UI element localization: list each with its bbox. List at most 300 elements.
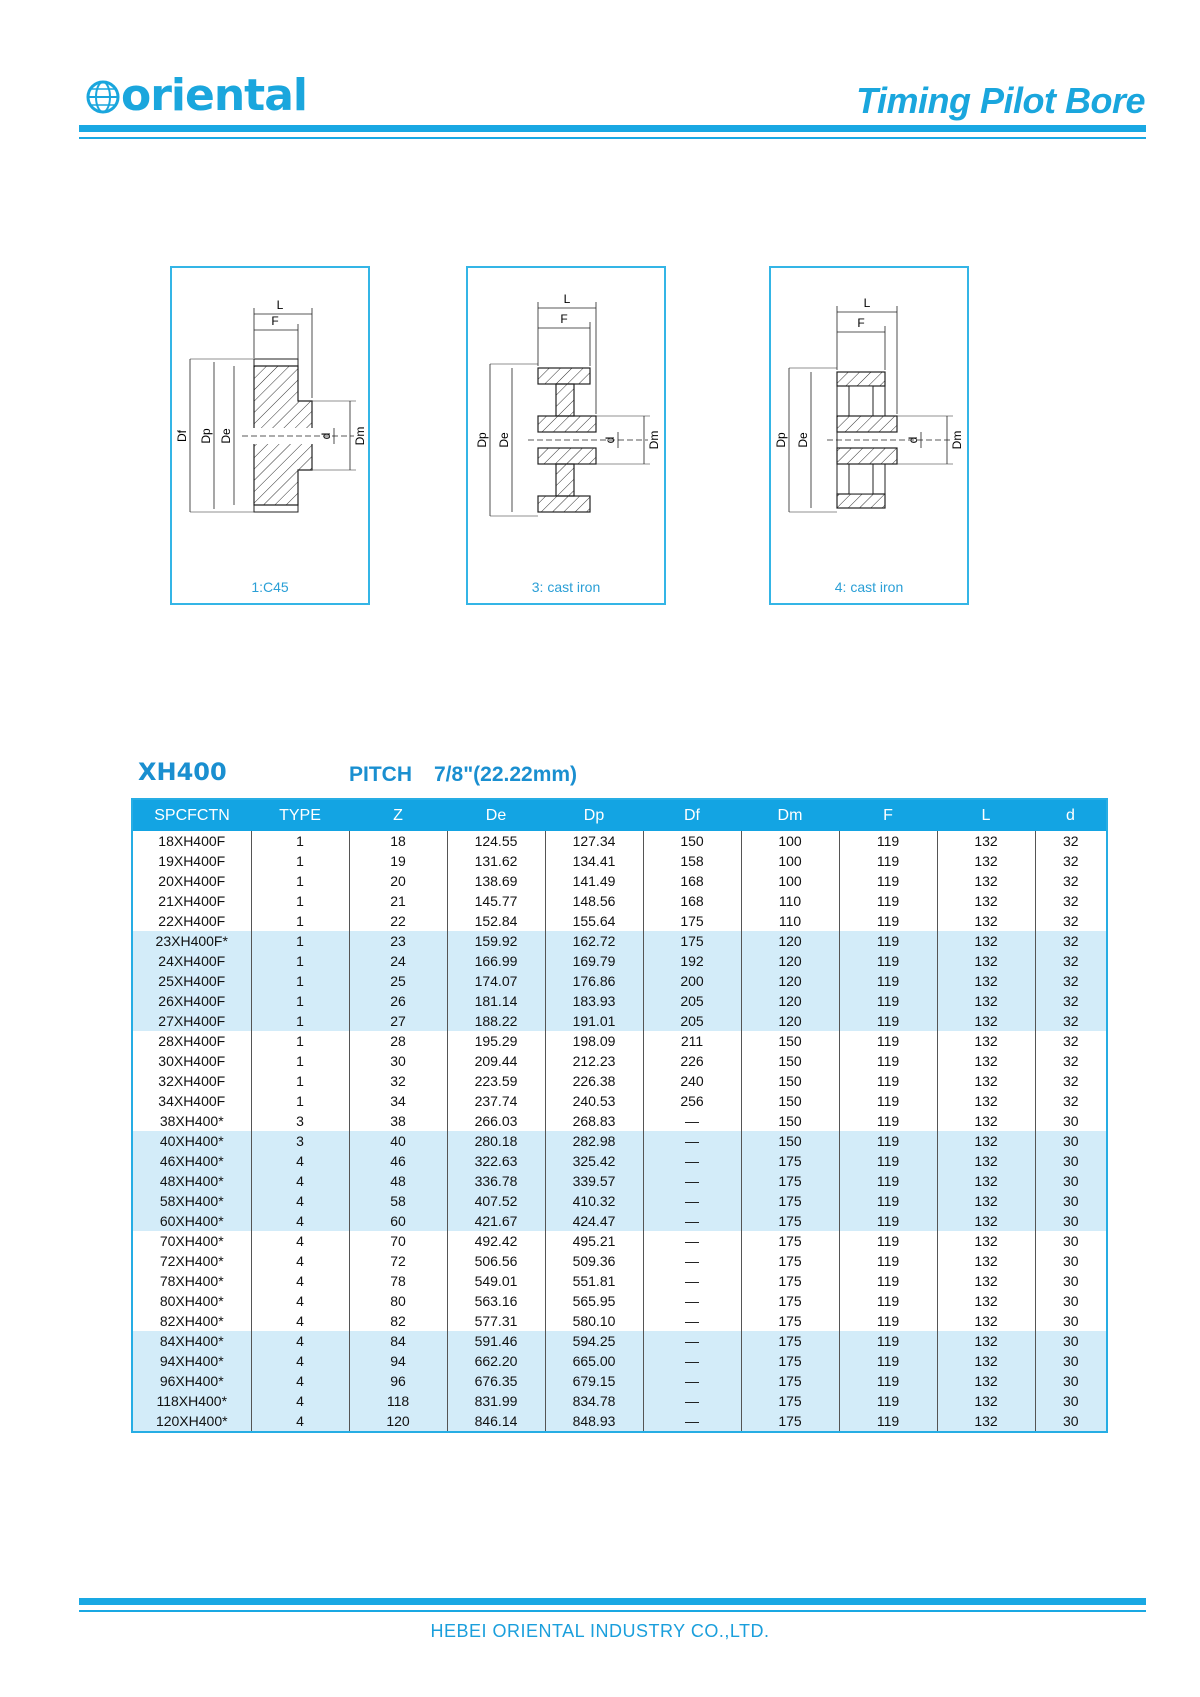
table-cell: 78 <box>349 1271 447 1291</box>
table-cell: 32 <box>1035 991 1107 1011</box>
table-cell: 3 <box>251 1131 349 1151</box>
diagram-type-4 <box>769 266 969 605</box>
table-cell: 18 <box>349 831 447 851</box>
footer-rule-thin <box>79 1610 1146 1612</box>
globe-icon <box>86 78 120 122</box>
table-cell: 152.84 <box>447 911 545 931</box>
table-row <box>132 1031 1107 1051</box>
col-header: Dm <box>741 799 839 831</box>
table-cell: 563.16 <box>447 1291 545 1311</box>
table-cell: 119 <box>839 1211 937 1231</box>
table-cell: 191.01 <box>545 1011 643 1031</box>
table-cell: 268.83 <box>545 1111 643 1131</box>
table-cell: 132 <box>937 1371 1035 1391</box>
table-cell: 100 <box>741 851 839 871</box>
table-cell: 150 <box>741 1071 839 1091</box>
table-cell: — <box>643 1231 741 1251</box>
table-row <box>132 1311 1107 1331</box>
table-cell: 1 <box>251 871 349 891</box>
table-cell: 577.31 <box>447 1311 545 1331</box>
table-cell: 24XH400F <box>132 951 251 971</box>
table-cell: 132 <box>937 851 1035 871</box>
table-cell: 119 <box>839 1311 937 1331</box>
table-cell: 38 <box>349 1111 447 1131</box>
table-cell: 1 <box>251 1011 349 1031</box>
table-cell: 32 <box>1035 951 1107 971</box>
table-cell: 665.00 <box>545 1351 643 1371</box>
table-cell: 120 <box>741 991 839 1011</box>
table-cell: 132 <box>937 1051 1035 1071</box>
table-cell: 175 <box>741 1411 839 1432</box>
table-cell: 94XH400* <box>132 1351 251 1371</box>
dim-label-L: L <box>863 296 871 310</box>
table-header-row <box>132 799 1107 831</box>
table-row <box>132 1171 1107 1191</box>
table-cell: 1 <box>251 1031 349 1051</box>
table-cell: 1 <box>251 931 349 951</box>
table-cell: 100 <box>741 831 839 851</box>
table-cell: 166.99 <box>447 951 545 971</box>
table-cell: 132 <box>937 1031 1035 1051</box>
table-cell: 325.42 <box>545 1151 643 1171</box>
table-cell: 256 <box>643 1091 741 1111</box>
table-cell: 131.62 <box>447 851 545 871</box>
table-cell: 322.63 <box>447 1151 545 1171</box>
table-cell: 175 <box>741 1351 839 1371</box>
table-cell: 240 <box>643 1071 741 1091</box>
table-cell: 1 <box>251 1051 349 1071</box>
pulley-drawing-type-1 <box>172 268 368 603</box>
dim-label-Dp: Dp <box>199 428 213 444</box>
table-cell: 492.42 <box>447 1231 545 1251</box>
table-cell: 96 <box>349 1371 447 1391</box>
dim-label-De: De <box>219 428 233 444</box>
table-cell: 132 <box>937 831 1035 851</box>
table-cell: 181.14 <box>447 991 545 1011</box>
table-cell: 30 <box>1035 1311 1107 1331</box>
table-cell: 1 <box>251 1091 349 1111</box>
table-cell: 72 <box>349 1251 447 1271</box>
table-cell: 30 <box>1035 1251 1107 1271</box>
table-cell: — <box>643 1331 741 1351</box>
table-cell: 58 <box>349 1191 447 1211</box>
table-cell: 132 <box>937 1071 1035 1091</box>
table-cell: 32 <box>1035 1071 1107 1091</box>
table-cell: 18XH400F <box>158 832 226 849</box>
diagram-type-1 <box>170 266 370 605</box>
table-row <box>132 891 1107 911</box>
table-cell: 175 <box>741 1371 839 1391</box>
table-cell: 132 <box>937 1331 1035 1351</box>
table-cell: 198.09 <box>545 1031 643 1051</box>
table-cell: — <box>643 1311 741 1331</box>
table-cell: 169.79 <box>545 951 643 971</box>
table-cell: 100 <box>741 871 839 891</box>
table-cell: 127.34 <box>545 831 643 851</box>
table-cell: — <box>643 1351 741 1371</box>
dim-label-d: d <box>319 432 333 440</box>
table-cell: 119 <box>839 1091 937 1111</box>
table-cell: 40XH400* <box>132 1131 251 1151</box>
table-cell: 159.92 <box>447 931 545 951</box>
table-cell: 226.38 <box>545 1071 643 1091</box>
table-cell: 119 <box>839 1411 937 1432</box>
table-cell: 175 <box>741 1271 839 1291</box>
dim-label-De: De <box>497 432 511 448</box>
dim-label-F: F <box>560 312 568 326</box>
table-cell: 4 <box>251 1231 349 1251</box>
table-cell: 132 <box>937 1411 1035 1432</box>
table-cell: 119 <box>839 1291 937 1311</box>
table-cell: 676.35 <box>447 1371 545 1391</box>
table-cell: 4 <box>251 1151 349 1171</box>
table-cell: 175 <box>741 1151 839 1171</box>
table-cell: 132 <box>937 1191 1035 1211</box>
table-cell: 192 <box>643 951 741 971</box>
table-cell: 175 <box>741 1291 839 1311</box>
dim-label-F: F <box>271 314 279 328</box>
table-cell: 124.55 <box>447 831 545 851</box>
table-cell: 4 <box>251 1211 349 1231</box>
table-cell: 30 <box>1035 1351 1107 1371</box>
table-cell: 22 <box>349 911 447 931</box>
spec-table <box>131 798 1108 1433</box>
table-cell: 4 <box>251 1311 349 1331</box>
table-cell: 266.03 <box>447 1111 545 1131</box>
table-cell: 205 <box>643 1011 741 1031</box>
table-row <box>132 1351 1107 1371</box>
table-cell: 132 <box>937 1211 1035 1231</box>
table-cell: 32 <box>349 1071 447 1091</box>
table-cell: 132 <box>937 1171 1035 1191</box>
table-cell: 26 <box>349 991 447 1011</box>
table-cell: 58XH400* <box>132 1191 251 1211</box>
table-cell: 119 <box>839 1391 937 1411</box>
table-cell: 32 <box>1035 831 1107 851</box>
table-row <box>132 931 1107 951</box>
table-cell: 150 <box>741 1051 839 1071</box>
table-cell: 119 <box>839 1031 937 1051</box>
table-cell: 46XH400* <box>132 1151 251 1171</box>
table-cell: 4 <box>251 1271 349 1291</box>
table-cell: 226 <box>643 1051 741 1071</box>
table-cell: — <box>643 1191 741 1211</box>
table-row <box>132 1011 1107 1031</box>
table-cell: 158 <box>643 851 741 871</box>
table-cell: 175 <box>643 931 741 951</box>
table-cell: 32 <box>1035 931 1107 951</box>
table-body <box>132 831 1107 1432</box>
table-cell: 174.07 <box>447 971 545 991</box>
table-cell: 32 <box>1035 1031 1107 1051</box>
table-cell: 38XH400* <box>159 1112 224 1129</box>
table-cell: 1 <box>251 1071 349 1091</box>
table-cell: 119 <box>839 1051 937 1071</box>
table-cell: 132 <box>937 1351 1035 1371</box>
table-cell: 30 <box>1035 1231 1107 1251</box>
dim-label-F: F <box>857 316 865 330</box>
table-cell: 565.95 <box>545 1291 643 1311</box>
table-cell: 120XH400* <box>132 1411 251 1432</box>
table-cell: 1 <box>251 991 349 1011</box>
table-cell: 30 <box>1035 1331 1107 1351</box>
table-cell: 118 <box>349 1391 447 1411</box>
table-cell: 175 <box>741 1331 839 1351</box>
table-cell: 134.41 <box>545 851 643 871</box>
table-cell: 132 <box>937 1011 1035 1031</box>
table-cell: 46 <box>349 1151 447 1171</box>
table-row <box>132 1051 1107 1071</box>
table-cell: 591.46 <box>447 1331 545 1351</box>
table-row <box>132 1151 1107 1171</box>
table-cell: 20 <box>349 871 447 891</box>
table-row <box>132 911 1107 931</box>
table-cell: 132 <box>937 1231 1035 1251</box>
table-cell: 80XH400* <box>159 1292 224 1309</box>
header-rule-thin <box>79 137 1146 139</box>
table-cell: 25XH400F <box>132 971 251 991</box>
table-cell: 150 <box>741 1131 839 1151</box>
table-cell: 662.20 <box>447 1351 545 1371</box>
table-cell: 155.64 <box>545 911 643 931</box>
col-header: F <box>839 799 937 831</box>
table-cell: 150 <box>643 831 741 851</box>
table-cell: 132 <box>937 891 1035 911</box>
table-cell: 132 <box>937 1151 1035 1171</box>
table-row <box>132 1291 1107 1311</box>
table-cell: 119 <box>839 891 937 911</box>
table-cell: 30 <box>1035 1131 1107 1151</box>
table-cell: 60 <box>349 1211 447 1231</box>
table-cell: 162.72 <box>545 931 643 951</box>
table-cell: 175 <box>741 1171 839 1191</box>
table-cell: 119 <box>839 1151 937 1171</box>
table-cell: 282.98 <box>545 1131 643 1151</box>
table-cell: — <box>643 1291 741 1311</box>
table-cell: 4 <box>251 1351 349 1371</box>
table-cell: 132 <box>937 871 1035 891</box>
table-cell: 237.74 <box>447 1091 545 1111</box>
table-cell: 549.01 <box>447 1271 545 1291</box>
table-cell: 211 <box>643 1031 741 1051</box>
table-row <box>132 1111 1107 1131</box>
table-cell: 223.59 <box>447 1071 545 1091</box>
table-cell: 119 <box>839 851 937 871</box>
table-cell: 30 <box>1035 1111 1107 1131</box>
table-cell: 175 <box>741 1191 839 1211</box>
table-cell: 175 <box>741 1251 839 1271</box>
table-cell: 421.67 <box>447 1211 545 1231</box>
table-row <box>132 1411 1107 1432</box>
table-cell: 834.78 <box>545 1391 643 1411</box>
table-cell: 32 <box>1035 911 1107 931</box>
table-row <box>132 1231 1107 1251</box>
table-cell: 23 <box>349 931 447 951</box>
table-cell: 280.18 <box>447 1131 545 1151</box>
table-row <box>132 1371 1107 1391</box>
table-cell: 30 <box>1035 1411 1107 1432</box>
table-cell: 132 <box>937 1291 1035 1311</box>
table-cell: 4 <box>251 1331 349 1351</box>
table-row <box>132 871 1107 891</box>
table-cell: 240.53 <box>545 1091 643 1111</box>
col-header: Df <box>643 799 741 831</box>
dim-label-L: L <box>276 298 284 312</box>
table-cell: 148.56 <box>545 891 643 911</box>
pitch-value: 7/8"(22.22mm) <box>434 763 578 786</box>
table-row <box>132 951 1107 971</box>
table-cell: 168 <box>643 871 741 891</box>
table-row <box>132 971 1107 991</box>
table-cell: 120 <box>741 931 839 951</box>
table-row <box>132 831 1107 851</box>
table-cell: 30 <box>1035 1171 1107 1191</box>
table-cell: 175 <box>741 1211 839 1231</box>
table-cell: 78XH400* <box>159 1272 224 1289</box>
table-cell: 119 <box>839 931 937 951</box>
table-cell: 19XH400F <box>158 852 226 869</box>
col-header: L <box>937 799 1035 831</box>
table-cell: 132 <box>937 931 1035 951</box>
table-cell: 32 <box>1035 1091 1107 1111</box>
table-cell: 410.32 <box>545 1191 643 1211</box>
table-cell: 1 <box>251 831 349 851</box>
table-cell: 119 <box>839 911 937 931</box>
table-cell: 34 <box>349 1091 447 1111</box>
table-cell: 205 <box>643 991 741 1011</box>
table-cell: 132 <box>937 1111 1035 1131</box>
table-cell: 110 <box>741 891 839 911</box>
dim-label-Dm: Dm <box>647 430 661 450</box>
table-cell: 72XH400* <box>159 1252 224 1269</box>
table-cell: 175 <box>741 1231 839 1251</box>
table-cell: 32 <box>1035 1051 1107 1071</box>
table-cell: 119 <box>839 1071 937 1091</box>
table-cell: 209.44 <box>447 1051 545 1071</box>
table-cell: 132 <box>937 1251 1035 1271</box>
table-cell: 119 <box>839 1351 937 1371</box>
series-title: XH400 <box>138 758 227 786</box>
dim-label-Df: Df <box>175 430 189 442</box>
table-cell: 3 <box>251 1111 349 1131</box>
table-cell: 22XH400F <box>158 912 226 929</box>
table-cell: 21XH400F <box>158 892 226 909</box>
table-cell: 32 <box>1035 1011 1107 1031</box>
table-cell: 132 <box>937 911 1035 931</box>
table-cell: 32 <box>1035 851 1107 871</box>
table-cell: 120 <box>349 1411 447 1432</box>
table-cell: 84XH400* <box>132 1331 251 1351</box>
col-header: SPCFCTN <box>132 799 251 831</box>
table-cell: 30 <box>349 1051 447 1071</box>
table-cell: 30XH400F <box>158 1052 226 1069</box>
table-cell: 32 <box>1035 971 1107 991</box>
table-cell: 580.10 <box>545 1311 643 1331</box>
table-cell: — <box>643 1411 741 1432</box>
table-cell: 30 <box>1035 1191 1107 1211</box>
table-cell: 594.25 <box>545 1331 643 1351</box>
col-header: Dp <box>545 799 643 831</box>
dim-label-d: d <box>906 436 920 444</box>
table-cell: — <box>643 1211 741 1231</box>
table-cell: 4 <box>251 1391 349 1411</box>
table-cell: 175 <box>643 911 741 931</box>
table-cell: 94 <box>349 1351 447 1371</box>
table-cell: — <box>643 1151 741 1171</box>
table-cell: 145.77 <box>447 891 545 911</box>
table-cell: 183.93 <box>545 991 643 1011</box>
diagram-caption: 1:C45 <box>251 579 289 595</box>
dim-label-Dp: Dp <box>774 432 788 448</box>
table-cell: 20XH400F <box>158 872 226 889</box>
dim-label-Dp: Dp <box>475 432 489 448</box>
header-rule-thick <box>79 125 1146 132</box>
table-row <box>132 1331 1107 1351</box>
table-cell: 831.99 <box>447 1391 545 1411</box>
table-row <box>132 1251 1107 1271</box>
table-cell: — <box>643 1371 741 1391</box>
table-cell: 27 <box>349 1011 447 1031</box>
table-cell: 188.22 <box>447 1011 545 1031</box>
company-name: HEBEI ORIENTAL INDUSTRY CO.,LTD. <box>430 1621 770 1641</box>
table-cell: 30 <box>1035 1391 1107 1411</box>
dim-label-L: L <box>563 292 571 306</box>
pitch-line <box>349 763 577 787</box>
table-cell: 119 <box>839 971 937 991</box>
table-cell: — <box>643 1271 741 1291</box>
table-cell: 40 <box>349 1131 447 1151</box>
table-cell: 176.86 <box>545 971 643 991</box>
table-cell: 168 <box>643 891 741 911</box>
col-header: Z <box>349 799 447 831</box>
diagram-type-3 <box>466 266 666 605</box>
pitch-label: PITCH <box>349 763 412 786</box>
table-row <box>132 1071 1107 1091</box>
table-cell: 132 <box>937 991 1035 1011</box>
table-cell: 551.81 <box>545 1271 643 1291</box>
table-cell: 175 <box>741 1391 839 1411</box>
table-cell: 119 <box>839 1011 937 1031</box>
table-cell: 424.47 <box>545 1211 643 1231</box>
dim-label-d: d <box>603 436 617 444</box>
table-row <box>132 1131 1107 1151</box>
pulley-drawing-type-4 <box>771 268 967 603</box>
table-cell: 132 <box>937 1131 1035 1151</box>
table-cell: 119 <box>839 991 937 1011</box>
table-cell: 195.29 <box>447 1031 545 1051</box>
table-cell: 32XH400F <box>158 1072 226 1089</box>
table-row <box>132 1271 1107 1291</box>
table-cell: 138.69 <box>447 871 545 891</box>
table-cell: 30 <box>1035 1271 1107 1291</box>
table-cell: 82 <box>349 1311 447 1331</box>
table-cell: 119 <box>839 1231 937 1251</box>
table-cell: 1 <box>251 851 349 871</box>
table-cell: — <box>643 1171 741 1191</box>
table-cell: 30 <box>1035 1151 1107 1171</box>
table-cell: 150 <box>741 1091 839 1111</box>
table-cell: 23XH400F* <box>132 931 251 951</box>
table-cell: 119 <box>839 1111 937 1131</box>
table-cell: 495.21 <box>545 1231 643 1251</box>
diagram-caption: 3: cast iron <box>531 579 601 595</box>
table-cell: 30 <box>1035 1291 1107 1311</box>
table-cell: 119 <box>839 1331 937 1351</box>
table-cell: 679.15 <box>545 1371 643 1391</box>
table-cell: 110 <box>741 911 839 931</box>
table-cell: 119 <box>839 1271 937 1291</box>
table-cell: 1 <box>251 891 349 911</box>
